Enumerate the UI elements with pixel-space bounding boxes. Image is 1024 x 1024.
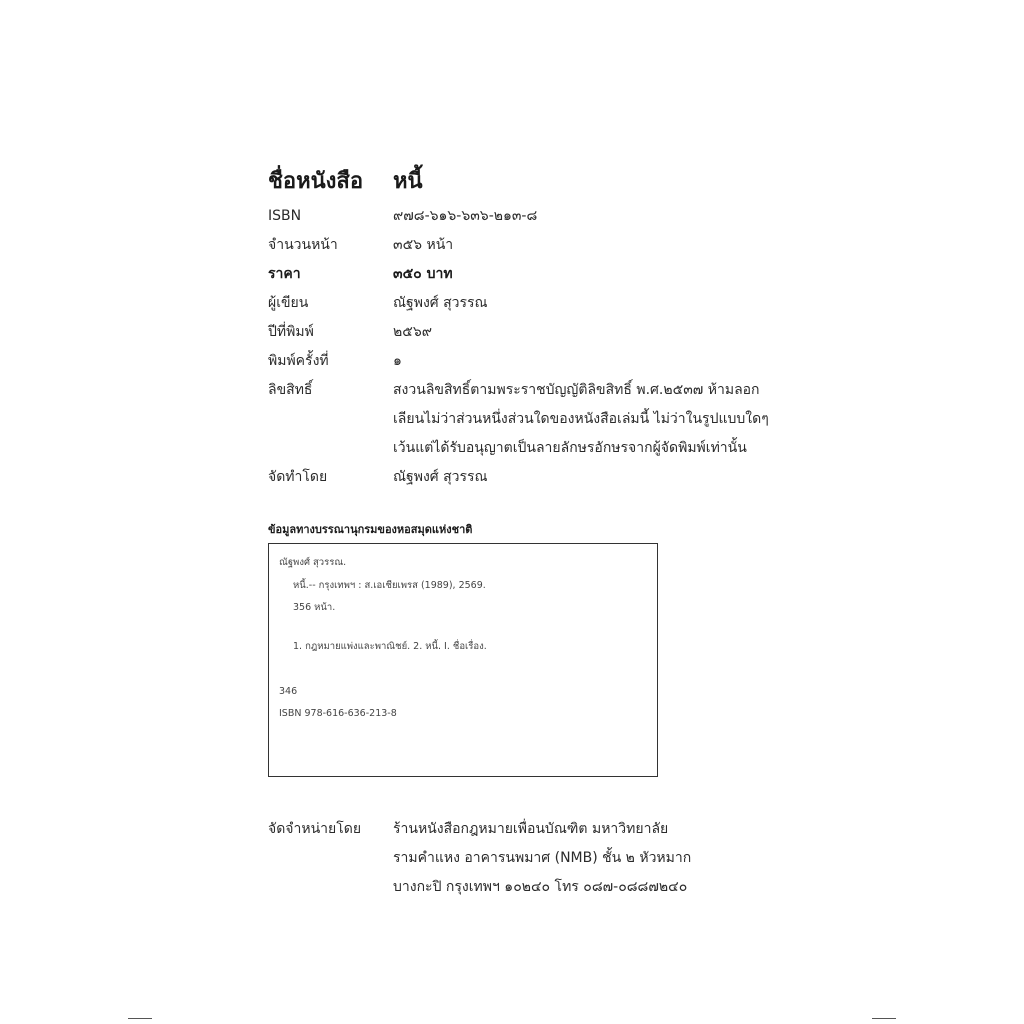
price-row [268, 260, 788, 289]
book-title-row [268, 163, 423, 198]
cip-record-box [268, 543, 658, 777]
cip-isbn: ISBN 978-616-636-213-8 [279, 708, 397, 719]
year-row [268, 318, 788, 347]
author-row [268, 289, 788, 318]
price-label: ราคา [268, 266, 301, 282]
cip-pages: 356 หน้า. [293, 602, 336, 613]
distribution-label: จัดจำหน่ายโดย [268, 821, 362, 837]
book-title-value: หนี้ [393, 169, 423, 194]
producer-label: จัดทำโดย [268, 469, 328, 485]
year-label: ปีที่พิมพ์ [268, 324, 314, 340]
producer-value: ณัฐพงศ์ สุวรรณ [393, 469, 488, 485]
copyright-line: เลียนไม่ว่าส่วนหนึ่งส่วนใดของหนังสือเล่มนี้ ไม่ว่าในรูปแบบใดๆ [393, 411, 769, 427]
producer-row [268, 463, 788, 492]
edition-value: ๑ [393, 353, 402, 369]
edition-row [268, 347, 788, 376]
edition-label: พิมพ์ครั้งที่ [268, 353, 329, 369]
isbn-label: ISBN [268, 208, 302, 224]
distribution-line: บางกะปิ กรุงเทพฯ ๑๐๒๔๐ โทร ๐๘๗-๐๘๘๗๒๔๐ [393, 879, 688, 895]
cip-subjects: 1. กฎหมายแพ่งและพาณิชย์. 2. หนี้. I. ชื่อเรื่อง. [293, 641, 487, 652]
author-value: ณัฐพงศ์ สุวรรณ [393, 295, 488, 311]
distribution-text [393, 815, 788, 902]
distribution-line: รามคำแหง อาคารนพมาศ (NMB) ชั้น ๒ หัวหมาก [393, 850, 692, 866]
cip-imprint: หนี้.-- กรุงเทพฯ : ส.เอเชียเพรส (1989), 2569. [293, 580, 486, 591]
copyright-label: ลิขสิทธิ์ [268, 382, 313, 398]
copyright-line: สงวนลิขสิทธิ์ตามพระราชบัญญัติลิขสิทธิ์ พ.ศ.๒๕๓๗ ห้ามลอก [393, 382, 760, 398]
isbn-value: ๙๗๘-๖๑๖-๖๓๖-๒๑๓-๘ [393, 208, 538, 224]
cip-heading: ข้อมูลทางบรรณานุกรมของหอสมุดแห่งชาติ [268, 523, 473, 536]
book-info-list [268, 202, 788, 492]
page-count-row [268, 231, 788, 260]
footer-rule-right [872, 1018, 896, 1019]
cip-author: ณัฐพงศ์ สุวรรณ. [279, 557, 347, 568]
footer-rule-left [128, 1018, 152, 1019]
price-value: ๓๕๐ บาท [393, 266, 453, 282]
copyright-line: เว้นแต่ได้รับอนุญาตเป็นลายลักษรอักษรจากผู้จัดพิมพ์เท่านั้น [393, 440, 747, 456]
year-value: ๒๕๖๙ [393, 324, 432, 340]
distribution-line: ร้านหนังสือกฎหมายเพื่อนบัณฑิต มหาวิทยาลัย [393, 821, 669, 837]
author-label: ผู้เขียน [268, 295, 309, 311]
isbn-row [268, 202, 788, 231]
copyright-row [268, 376, 788, 463]
distribution-block [268, 815, 788, 902]
page-count-label: จำนวนหน้า [268, 237, 338, 253]
cip-class-number: 346 [279, 686, 298, 697]
book-title-label: ชื่อหนังสือ [268, 169, 364, 194]
copyright-text [393, 376, 788, 463]
page-count-value: ๓๕๖ หน้า [393, 237, 454, 253]
distribution-row [268, 815, 788, 902]
